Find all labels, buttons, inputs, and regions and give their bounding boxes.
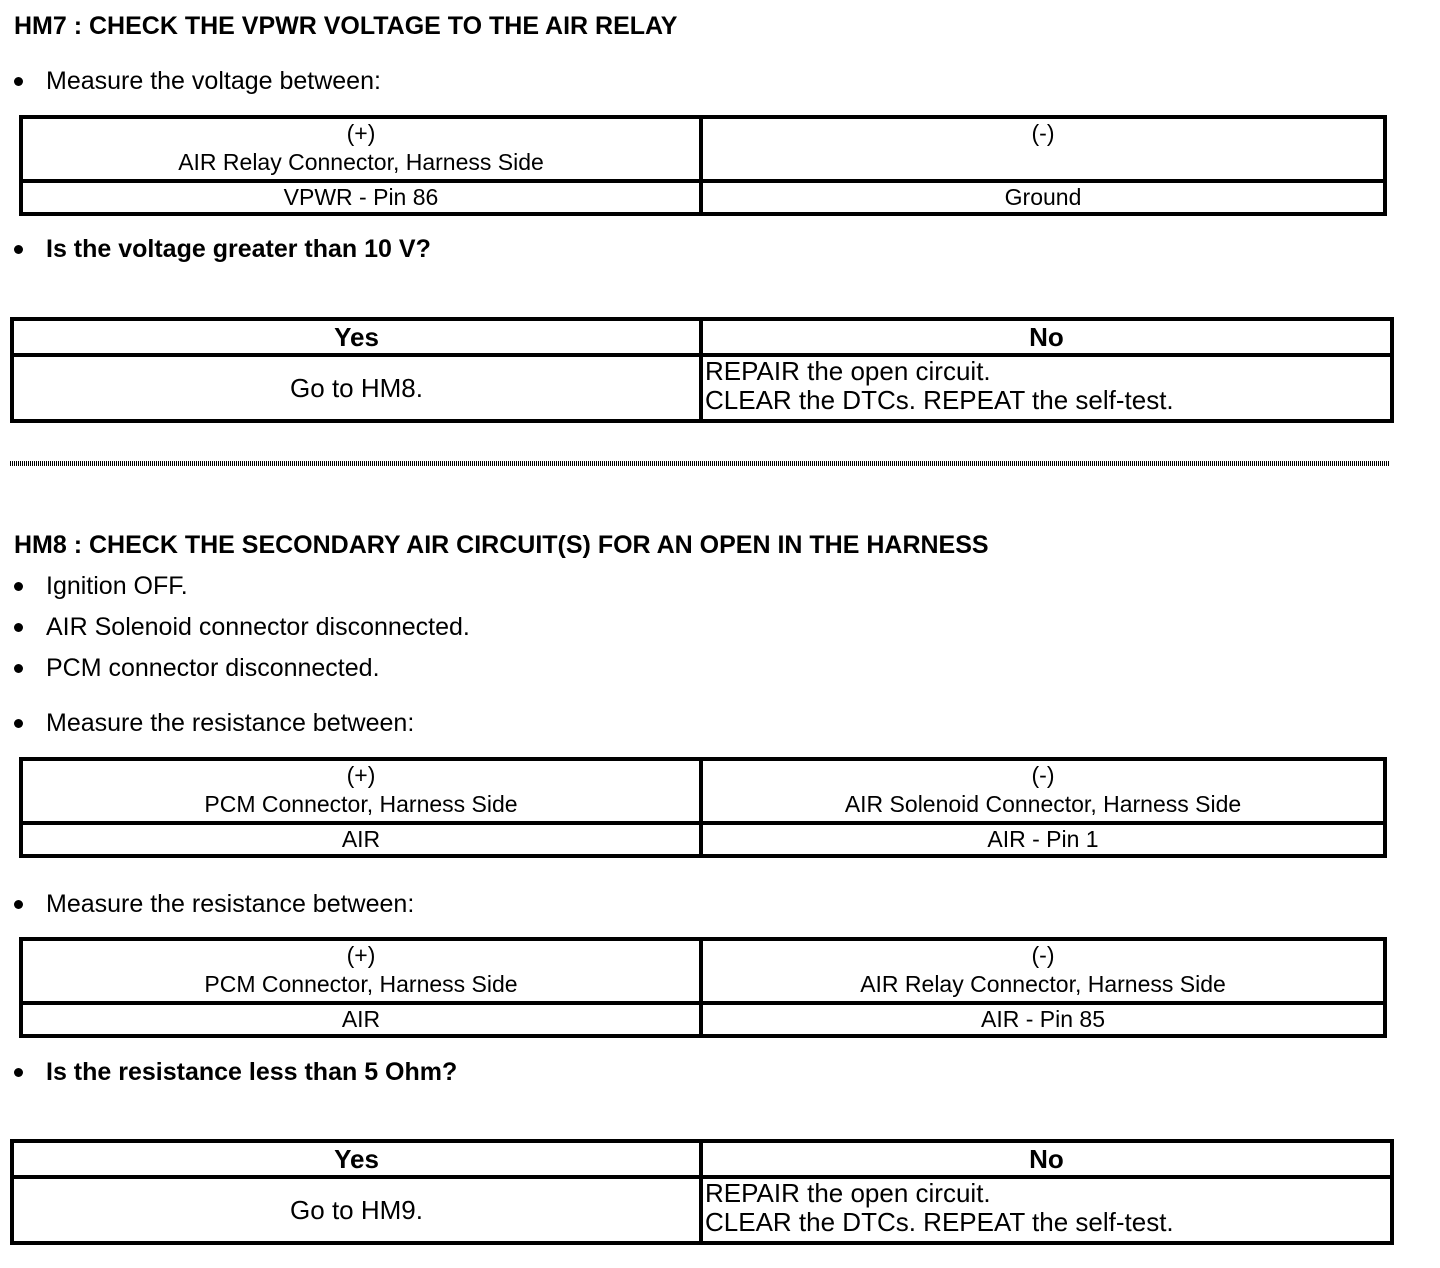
minus-header-cell [701,759,1385,823]
no-action-cell [701,1177,1392,1243]
plus-header: (+) [346,942,376,968]
minus-value: AIR - Pin 85 [701,1003,1385,1036]
yes-action: Go to HM9. [12,1177,701,1243]
condition-text: AIR Solenoid connector disconnected. [46,613,470,641]
plus-header: (+) [346,762,376,788]
bullet-icon [14,623,23,632]
hm8-measure2-table [19,937,1387,1038]
plus-value: AIR [21,1003,701,1036]
minus-value: Ground [701,181,1385,214]
hm7-result-table [10,317,1394,423]
plus-header-cell [21,759,701,823]
minus-connector: AIR Solenoid Connector, Harness Side [844,791,1242,817]
hm7-title: HM7 : CHECK THE VPWR VOLTAGE TO THE AIR RELAY [14,12,678,40]
minus-header: (-) [1031,942,1055,968]
minus-value: AIR - Pin 1 [701,823,1385,856]
yes-action: Go to HM8. [12,355,701,421]
condition-text: Ignition OFF. [46,572,188,600]
bullet-icon [14,719,23,728]
plus-connector: PCM Connector, Harness Side [204,791,518,817]
no-action-line2: CLEAR the DTCs. REPEAT the self-test. [705,385,1174,415]
plus-connector: AIR Relay Connector, Harness Side [178,149,544,175]
no-action-cell [701,355,1392,421]
no-header: No [701,1141,1392,1177]
hm8-measure1-table [19,757,1387,858]
section-divider [10,461,1390,466]
plus-value: VPWR - Pin 86 [21,181,701,214]
hm7-measure-text: Measure the voltage between: [46,67,381,95]
hm8-result-table [10,1139,1394,1245]
no-header: No [701,319,1392,355]
minus-header-cell [701,939,1385,1003]
plus-header: (+) [346,120,376,146]
plus-connector: PCM Connector, Harness Side [204,971,518,997]
bullet-icon [14,245,23,254]
condition-text: PCM connector disconnected. [46,654,380,682]
bullet-icon [14,900,23,909]
yes-header: Yes [12,319,701,355]
bullet-icon [14,1068,23,1077]
plus-header-cell [21,117,701,181]
hm8-measure2-text: Measure the resistance between: [46,890,415,918]
yes-header: Yes [12,1141,701,1177]
minus-header: (-) [1031,762,1055,788]
minus-header-cell [701,117,1385,181]
bullet-icon [14,664,23,673]
no-action-line1: REPAIR the open circuit. [705,1178,991,1208]
plus-value: AIR [21,823,701,856]
plus-header-cell [21,939,701,1003]
no-action-line1: REPAIR the open circuit. [705,356,991,386]
hm7-measure-table [19,115,1387,216]
minus-connector: AIR Relay Connector, Harness Side [860,971,1226,997]
hm8-question: Is the resistance less than 5 Ohm? [46,1058,458,1086]
hm8-title: HM8 : CHECK THE SECONDARY AIR CIRCUIT(S) FOR AN OPEN IN THE HARNESS [14,531,989,559]
bullet-icon [14,77,23,86]
hm7-question: Is the voltage greater than 10 V? [46,235,431,263]
bullet-icon [14,582,23,591]
minus-header: (-) [1031,120,1055,146]
no-action-line2: CLEAR the DTCs. REPEAT the self-test. [705,1207,1174,1237]
hm8-measure1-text: Measure the resistance between: [46,709,415,737]
